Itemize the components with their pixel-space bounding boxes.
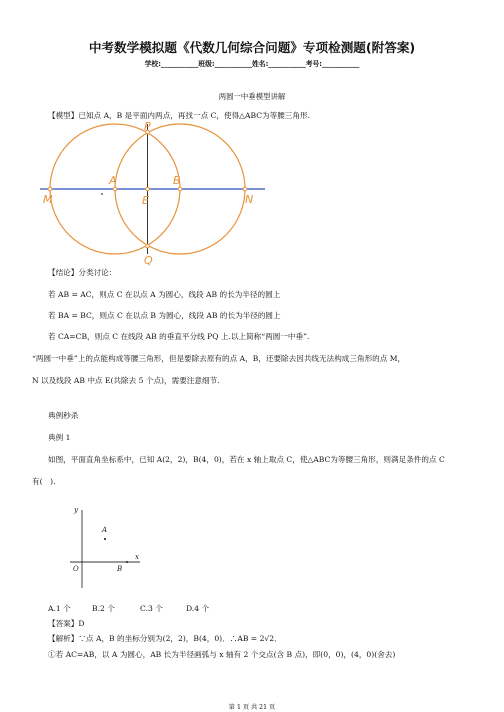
section-heading: 两圆一中垂模型讲解 bbox=[218, 92, 286, 101]
label-e: E bbox=[142, 194, 149, 207]
document-title: 中考数学模拟题《代数几何综合问题》专项检测题(附答案) bbox=[88, 40, 416, 55]
example-1-question-line-1: 如图，平面直角坐标系中，已知 A(2，2)，B(4，0)，若在 x 轴上取点 C，使△ABC为等腰三角形，则满足条件的点 C bbox=[48, 455, 445, 464]
options-row bbox=[48, 603, 209, 614]
conclusion-case-1: 若 AB = AC，则点 C 在以点 A 为圆心，线段 AB 的长为半径的圆上 bbox=[48, 290, 281, 299]
analysis-step-1: ①若 AC=AB，以 A 为圆心，AB 长为半径画弧与 x 轴有 2 个交点(含 B 点)，即(0，0)，(4，0)(舍去) bbox=[48, 650, 396, 659]
point-b-dot bbox=[178, 187, 182, 191]
examples-heading: 典例秒杀 bbox=[48, 411, 79, 420]
label-n: N bbox=[245, 193, 254, 206]
conclusion-case-3: 若 CA=CB，则点 C 在线段 AB 的垂直平分线 PQ 上.以上简称“两圆一中垂”. bbox=[48, 332, 310, 341]
example-1-question-line-2: 有( ). bbox=[32, 477, 56, 486]
student-info-line: 学校:___________班级:___________姓名:___________考号:___________ bbox=[144, 60, 360, 68]
conclusion-note-line-2: N 以及线段 AB 中点 E(共除去 5 个点)，需要注意细节. bbox=[32, 376, 220, 385]
option-c: C.3 个 bbox=[140, 604, 163, 613]
label-m: M bbox=[43, 193, 53, 206]
point-e-dot bbox=[146, 187, 150, 191]
point-a-label: A bbox=[102, 526, 108, 534]
label-q: Q bbox=[144, 254, 153, 267]
point-q-dot bbox=[146, 244, 150, 248]
point-b-label: B bbox=[117, 565, 123, 573]
conclusion-heading: 【结论】分类讨论： bbox=[48, 268, 117, 277]
option-d: D.4 个 bbox=[186, 604, 210, 613]
label-b: B bbox=[173, 174, 181, 187]
point-a-dot bbox=[113, 187, 117, 191]
option-a: A.1 个 bbox=[48, 604, 71, 613]
origin-label: O bbox=[73, 565, 79, 573]
coordinate-figure bbox=[60, 500, 150, 595]
analysis-line: 【解析】∵点 A，B 的坐标分别为(2，2)，B(4，0)．∴AB = 2√2． bbox=[48, 634, 282, 643]
label-p: P bbox=[144, 120, 151, 133]
axis-y-label: y bbox=[74, 506, 78, 514]
conclusion-case-2: 若 BA = BC，则点 C 在以点 B 为圆心，线段 AB 的长为半径的圆上 bbox=[48, 311, 281, 320]
point-n-dot bbox=[243, 187, 247, 191]
two-circles-figure bbox=[40, 118, 270, 268]
answer-line: 【答案】D bbox=[48, 619, 85, 628]
page-footer: 第 1 页 共 21 页 bbox=[228, 704, 276, 711]
label-a: A bbox=[109, 174, 117, 187]
model-statement: 【模型】已知点 A，B 是平面内两点，再找一点 C，使得△ABC为等腰三角形. bbox=[48, 111, 311, 120]
point-a-marker bbox=[104, 538, 106, 540]
option-b: B.2 个 bbox=[92, 604, 115, 613]
small-dot bbox=[101, 193, 103, 195]
axis-x-label: x bbox=[135, 553, 139, 561]
point-m-dot bbox=[48, 187, 52, 191]
point-b-marker bbox=[126, 561, 128, 563]
example-1-label: 典例 1 bbox=[48, 433, 71, 442]
conclusion-note-line-1: “两圆一中垂”上的点能构成等腰三角形，但是要除去原有的点 A，B，还要除去因共线无法构成三角形的点 M， bbox=[32, 354, 406, 363]
